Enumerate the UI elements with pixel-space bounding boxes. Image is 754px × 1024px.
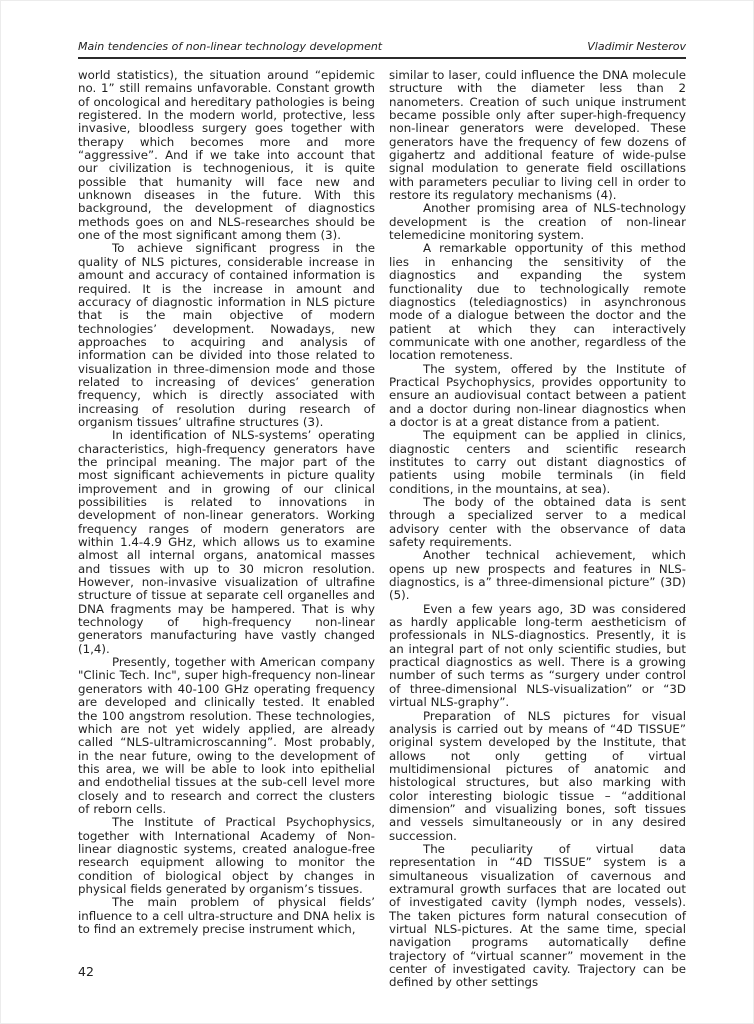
- paragraph: To achieve significant progress in the quality of NLS pictures, considerable increase in amount and accuracy of contained information is required. It is the increase in amount and accuracy of diagnostic information in NLS picture that is the main objective of modern technologies’ development. Nowadays, new approaches to acquiring and analysis of information can be divided into those related to visualization in three-dimension mode and those related to increasing of devices’ generation frequency, which is directly associated with increasing of resolution during research of organism tissues’ ultrafine structures (3).: [78, 241, 375, 429]
- paragraph: The system, offered by the Institute of Practical Psychophysics, provides opportunity to ensure an audiovisual contact between a patient and a doctor during non-linear diagnostics when a doctor is at a great distance from a patient.: [389, 361, 686, 429]
- paragraph: A remarkable opportunity of this method lies in enhancing the sensitivity of the diagnostics and expanding the system functionality due to technologically remote diagnostics (telediagnostics) in asynchronous mode of a dialogue between the doctor and the patient at which they can interactively communicate with one another, regardless of the location remoteness.: [389, 241, 686, 363]
- paragraph: Even a few years ago, 3D was considered as hardly applicable long-term aestheticism of professionals in NLS-diagnostics. Presently, it is an integral part of not only scientific studies, but practical diagnostics as well. There is a growing number of such terms as “surgery under control of three-dimensional NLS-visualization” or “3D virtual NLS-graphy”.: [389, 601, 686, 710]
- paragraph: In identification of NLS-systems’ operating characteristics, high-frequency generators have the principal meaning. The major part of the most significant achievements in picture quality improvement and in growing of our clinical possibilities is related to innovations in development of non-linear generators. Working frequency ranges of modern generators are within 1.4-4.9 GHz, which allows us to examine almost all internal organs, anatomical masses and tissues with up to 30 micron resolution. However, non-invasive visualization of ultrafine structure of tissue at separate cell organelles and DNA fragments may be hampered. That is why technology of high-frequency non-linear generators manufacturing have vastly changed (1,4).: [78, 428, 375, 656]
- text-columns: [78, 69, 686, 990]
- running-header: [78, 40, 686, 59]
- right-column: [389, 69, 686, 990]
- paragraph: The peculiarity of virtual data representation in “4D TISSUE” system is a simultaneous visualization of cavernous and extramural growth surfaces that are located out of investigated cavity (lymph nodes, vessels). The taken pictures form natural consecution of virtual NLS-pictures. At the same time, special navigation programs automatically define trajectory of “virtual scanner” movement in the center of investigated cavity. Trajectory can be defined by other settings: [389, 841, 686, 990]
- running-header-title: Main tendencies of non-linear technology development: [78, 40, 383, 53]
- paragraph: The Institute of Practical Psychophysics, together with International Academy of Non-linear diagnostic systems, created analogue-free research equipment allowing to monitor the condition of biological object by changes in physical fields generated by organism’s tissues.: [78, 815, 375, 896]
- paragraph: The main problem of physical fields’ influence to a cell ultra-structure and DNA helix is to find an extremely precise instrument which,: [78, 895, 375, 936]
- paragraph: Preparation of NLS pictures for visual analysis is carried out by means of “4D TISSUE” original system developed by the Institute, that allows not only getting of virtual multidimensional pictures of anatomic and histological structures, but also marking with color interesting biologic tissue – “additional dimension” and visualizing bones, soft tissues and vessels simultaneously or in any desired succession.: [389, 708, 686, 843]
- paragraph: similar to laser, could influence the DNA molecule structure with the diameter less than 2 nanometers. Creation of such unique instrument became possible only after super-high-frequency non-linear generators were developed. These generators have the frequency of few dozens of gigahertz and additional feature of wide-pulse signal modulation to generate field oscillations with parameters peculiar to living cell in order to restore its regulatory mechanisms (4).: [389, 68, 686, 203]
- paragraph: world statistics), the situation around “epidemic no. 1” still remains unfavorable. Constant growth of oncological and hereditary pathologies is being registered. In the modern world, protective, less invasive, bloodless surgery goes together with therapy which becomes more and more “aggressive”. And if we take into account that our civilization is technogenious, it is quite possible that humanity will face new and unknown diseases in the future. With this background, the development of diagnostics methods goes on and NLS-researches should be one of the most significant among them (3).: [78, 68, 375, 243]
- running-header-author: Vladimir Nesterov: [587, 40, 686, 53]
- paragraph: Presently, together with American company "Clinic Tech. Inc", super high-frequency non-linear generators with 40-100 GHz operating frequency are developed and clinically tested. It enabled the 100 angstrom resolution. These technologies, which are not yet widely applied, are already called “NLS-ultramicroscanning”. Most probably, in the near future, owing to the development of this area, we will be able to look into epithelial and endothelial tissues at the sub-cell level more closely and to research and correct the clusters of reborn cells.: [78, 655, 375, 816]
- paragraph: The equipment can be applied in clinics, diagnostic centers and scientific research institutes to carry out distant diagnostics of patients using mobile terminals (in field conditions, in the mountains, at sea).: [389, 428, 686, 496]
- page-content: [78, 40, 686, 990]
- paragraph: Another technical achievement, which opens up new prospects and features in NLS-diagnostics, is a” three-dimensional picture” (3D) (5).: [389, 548, 686, 603]
- page-number: 42: [78, 964, 94, 979]
- paragraph: Another promising area of NLS-technology development is the creation of non-linear telemedicine monitoring system.: [389, 201, 686, 243]
- left-column: [78, 69, 375, 990]
- paragraph: The body of the obtained data is sent through a specialized server to a medical advisory center with the observance of data safety requirements.: [389, 495, 686, 550]
